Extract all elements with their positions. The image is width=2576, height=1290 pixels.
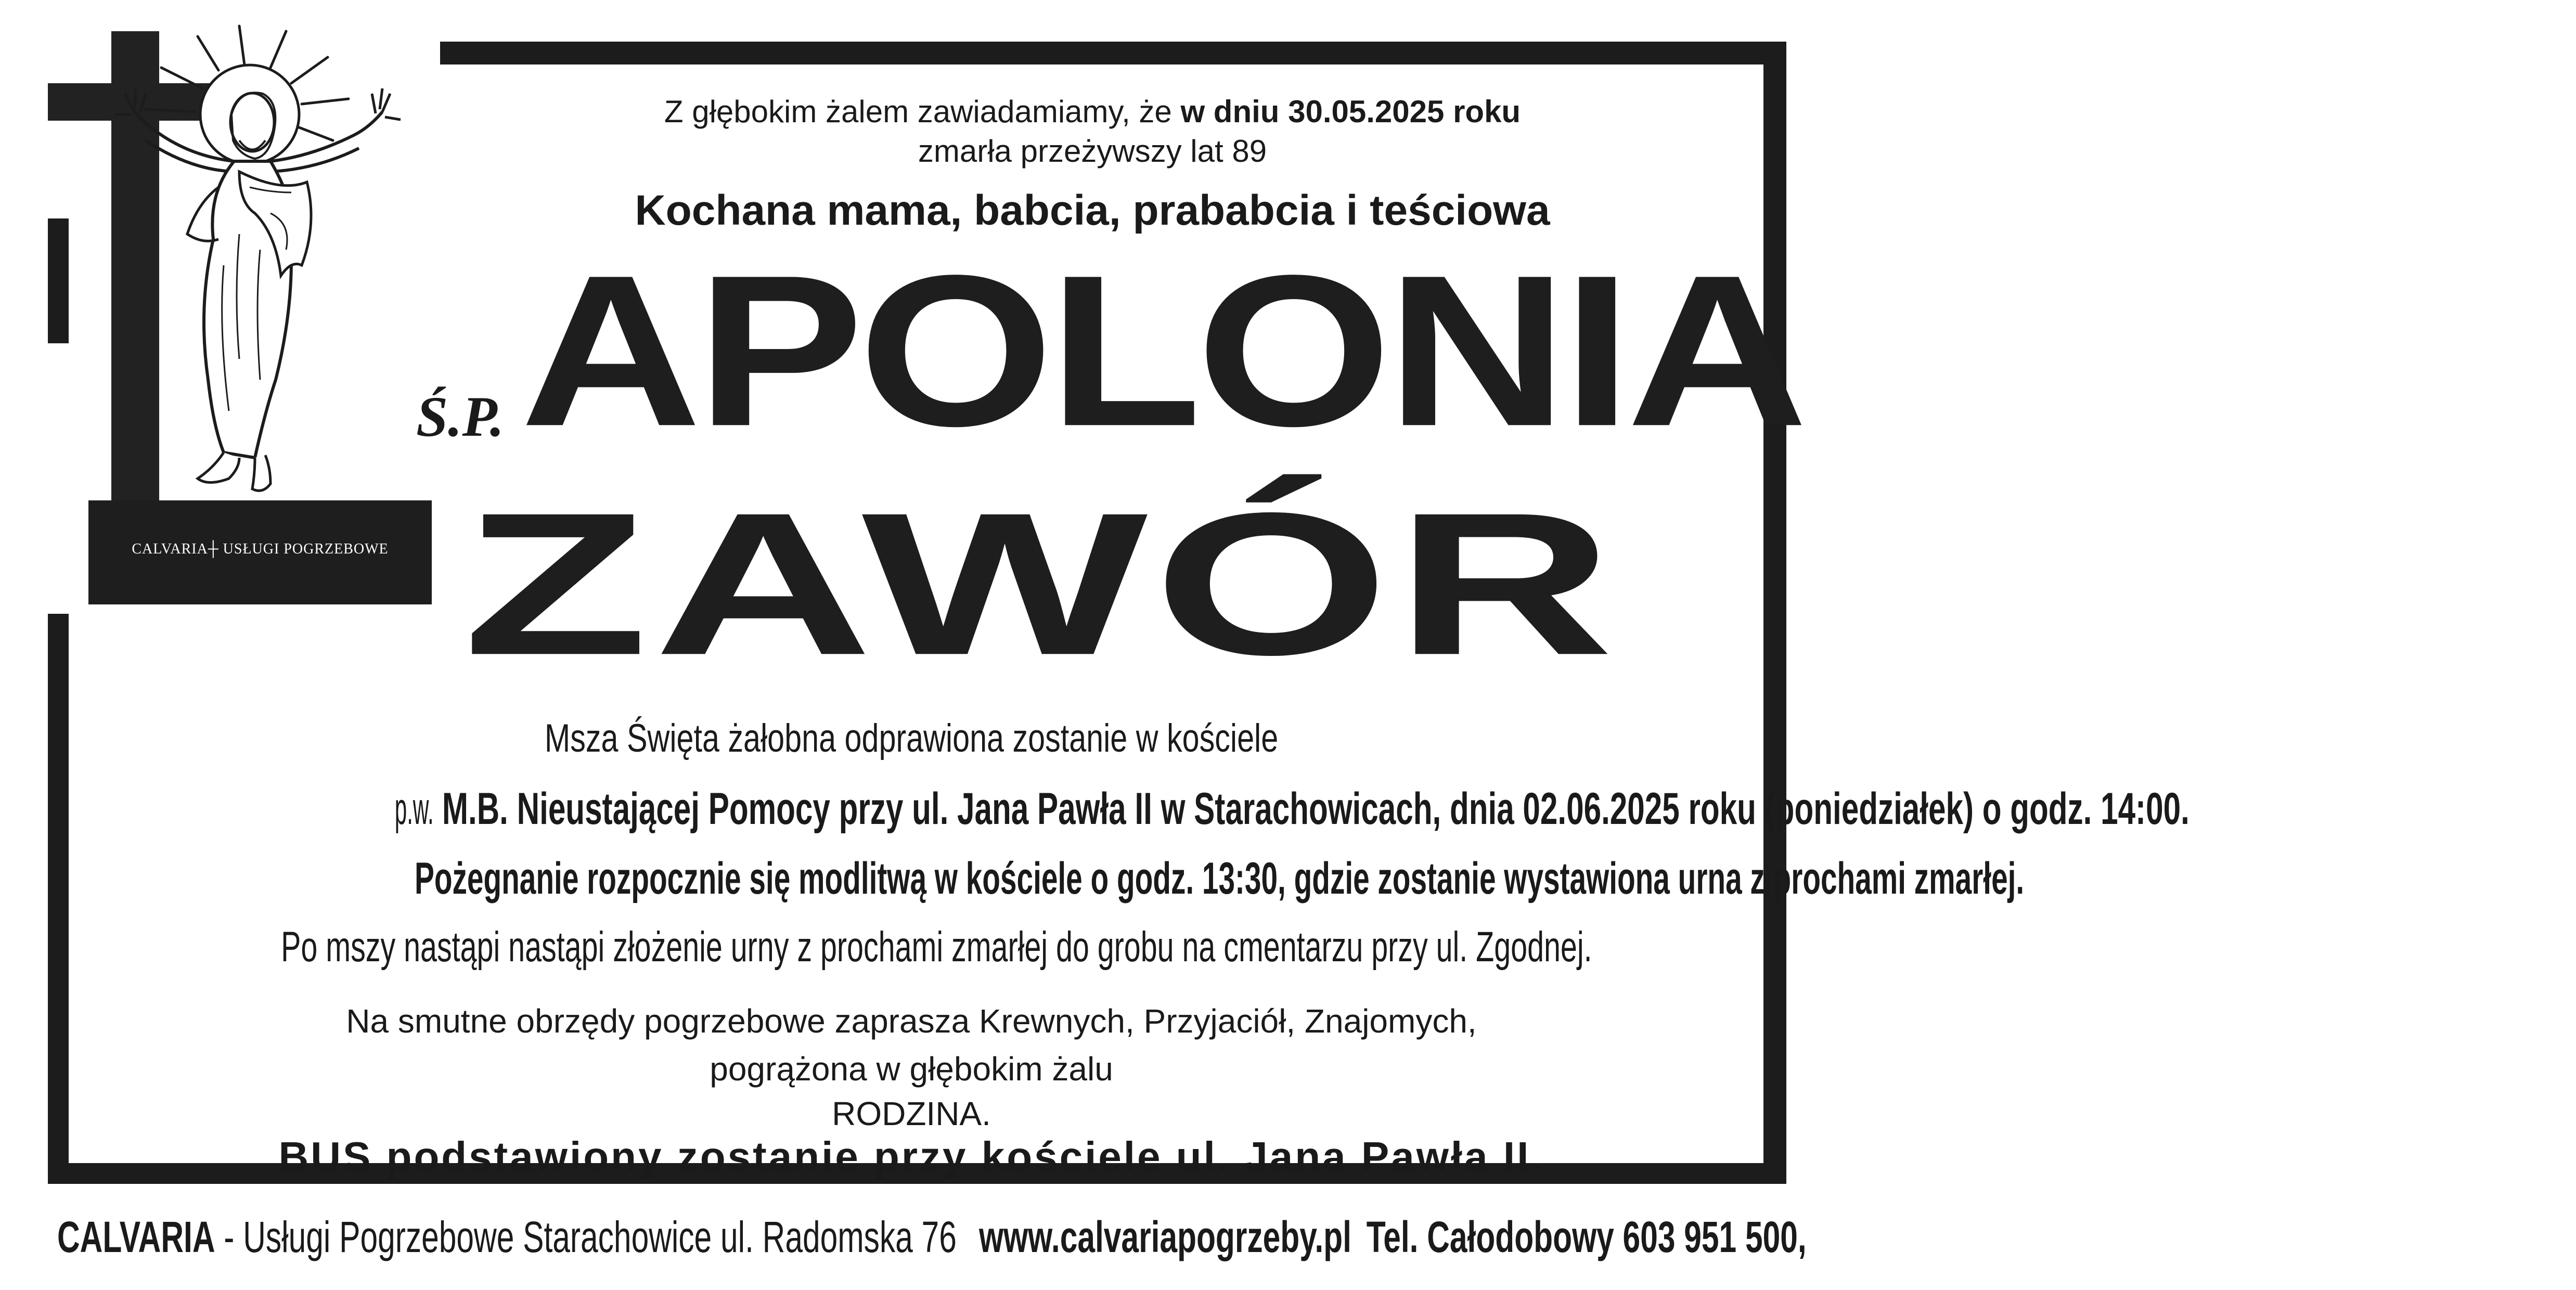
invitation-line-3: RODZINA. [832, 1095, 991, 1132]
age-line: zmarła przeżywszy lat 89 [918, 134, 1267, 169]
mass-line-1 [0, 716, 1823, 761]
relation-line: Kochana mama, babcia, prababcia i teściowa [635, 187, 1550, 234]
frame-top-bar [440, 42, 1786, 64]
footer-company: CALVARIA [57, 1212, 215, 1261]
honorific-label: Ś.P. [416, 385, 505, 448]
mass-line-2 [0, 783, 2189, 835]
footer-contact [57, 1212, 1807, 1262]
invitation-line-2: pogrążona w głębokim żalu [710, 1050, 1113, 1088]
logo-text: CALVARIA┼ USŁUGI POGRZEBOWE [132, 541, 389, 557]
mass-line-1-text: Msza Święta żałobna odprawiona zostanie w kościele [544, 716, 1279, 760]
invitation-line-1: Na smutne obrzędy pogrzebowe zaprasza Krewnych, Przyjaciół, Znajomych, [346, 1002, 1477, 1040]
mass-line-4 [0, 923, 1823, 972]
mass-line-3 [0, 853, 2025, 905]
mass-line-3-text: Pożegnanie rozpocznie się modlitwą w kościele o godz. 13:30, gdzie zostanie wystawiona urna z prochami zmarłej. [414, 854, 2025, 904]
mass-line-2-prefix: p.w. [394, 784, 434, 834]
footer-website[interactable]: www.calvariapogrzeby.pl [979, 1212, 1351, 1261]
mass-line-2-main: M.B. Nieustającej Pomocy przy ul. Jana Pawła II w Starachowicach, dnia 02.06.2025 roku (poniedziałek) o godz. 14:00. [442, 784, 2189, 834]
deceased-first-name: APOLONIA [520, 230, 1803, 471]
intro-prefix: Z głębokim żalem zawiadamiamy, że [664, 94, 1181, 129]
mass-line-4-text: Po mszy nastąpi nastąpi złożenie urny z prochami zmarłej do grobu na cmentarzu przy ul. Zgodnej. [281, 923, 1592, 971]
frame-left-upper-bar [48, 218, 69, 343]
footer-address: - Usługi Pogrzebowe Starachowice ul. Radomska 76 [215, 1212, 957, 1261]
resurrected-jesus-icon [83, 16, 416, 515]
deceased-last-name: ZAWÓR [463, 470, 1620, 698]
footer-phone: Tel. Całodobowy 603 951 500, [1366, 1212, 1807, 1261]
intro-date: w dniu 30.05.2025 roku [1180, 94, 1521, 129]
mass-line-2-text [387, 783, 2189, 835]
intro-line [458, 94, 1727, 130]
bus-info: BUS podstawiony zostanie przy kościele ul. Jana Pawła II. [278, 1133, 1544, 1180]
